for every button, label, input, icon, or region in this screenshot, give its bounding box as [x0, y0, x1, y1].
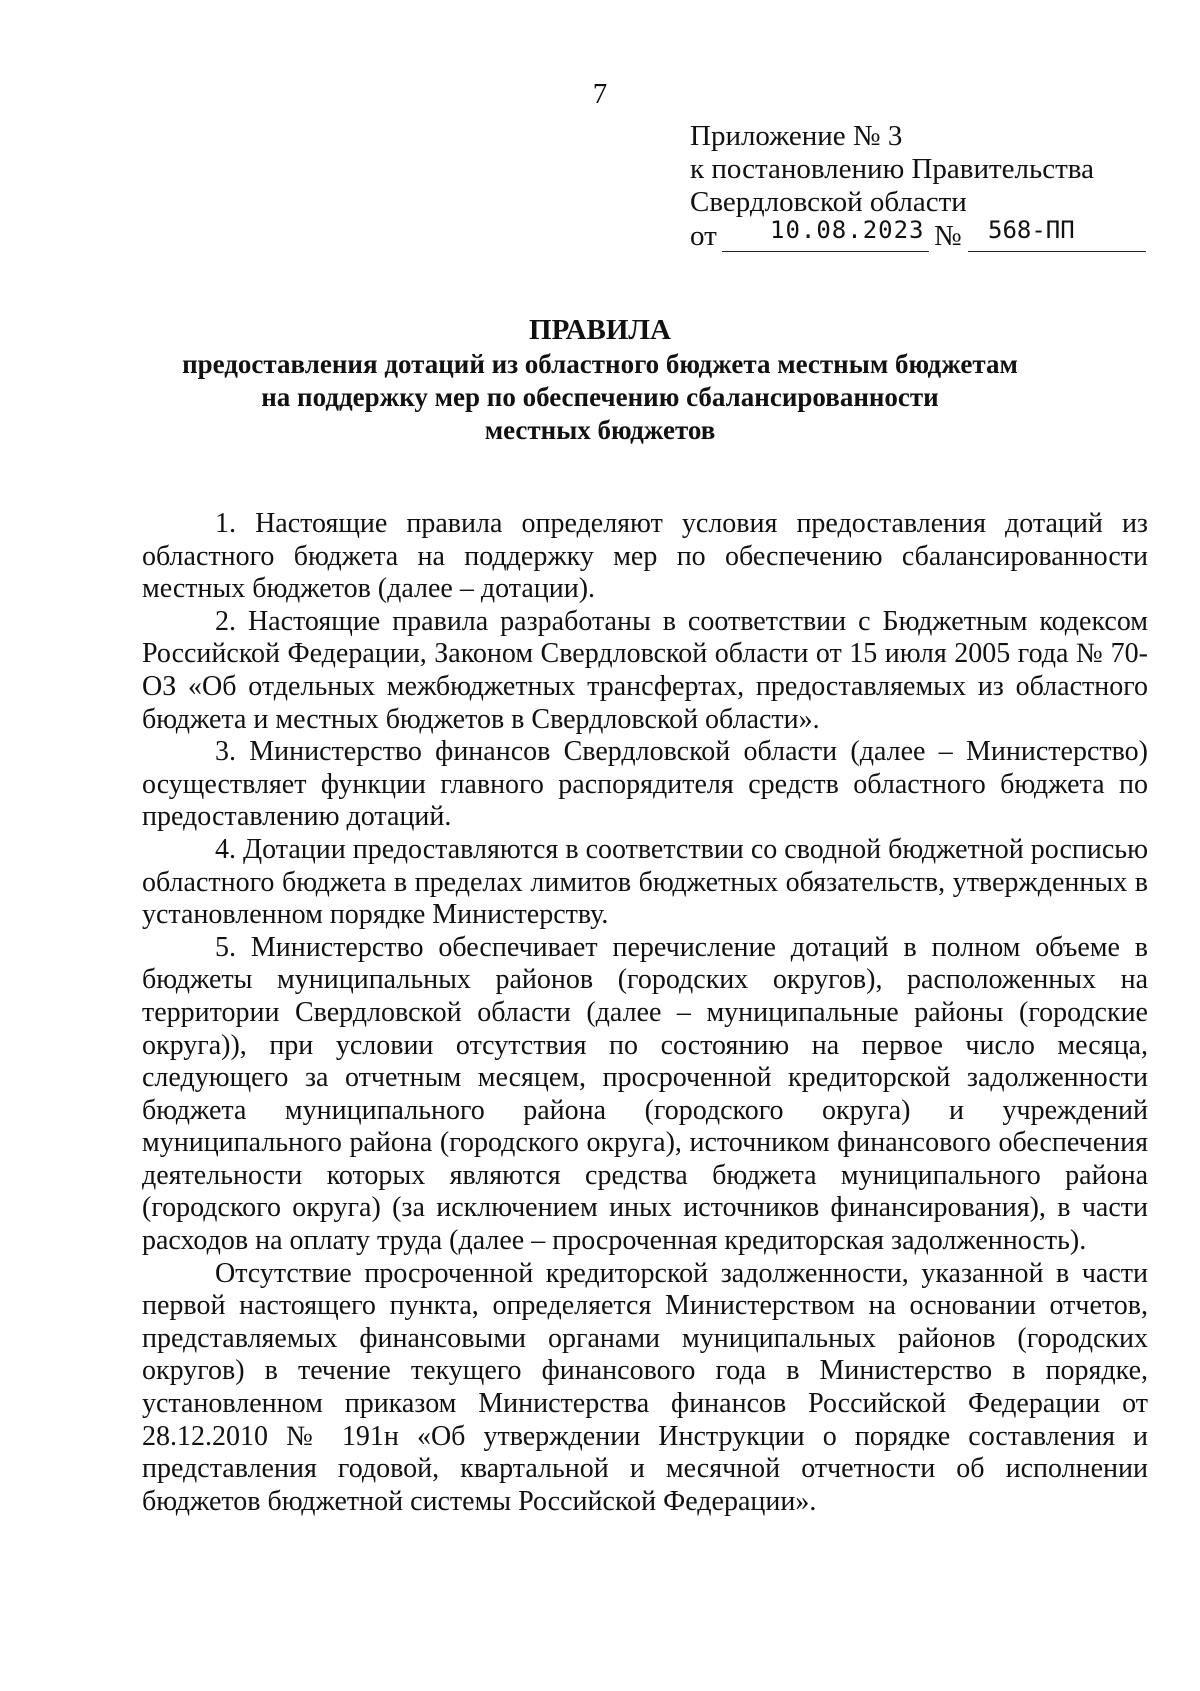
paragraph-3: 3. Министерство финансов Свердловской области (далее – Министерство) осуществляет функции главного распорядителя средств областного бюджета по предоставлению дотаций. — [142, 736, 1148, 833]
page-number: 7 — [592, 78, 608, 110]
document-title — [0, 312, 1200, 447]
title-line-3: местных бюджетов — [484, 415, 716, 445]
appendix-region: Свердловской области — [690, 186, 967, 218]
date-prefix: от — [690, 220, 717, 252]
number-label: № — [934, 220, 962, 252]
registration-line — [690, 216, 1094, 255]
paragraph-5: 5. Министерство обеспечивает перечисление дотаций в полном объеме в бюджеты муниципальных районов (городских округов), расположенных на территории Свердловской области (далее – муниципальные районы (городские округа)), при условии отсутствия по состоянию на первое число месяца, следующего за отчетным месяцем, просроченной кредиторской задолженности бюджета муниципального района (городского округа) и учреждений муниципального района (городского округа), источником финансового обеспечения деятельности которых являются средства бюджета муниципального района (городского округа) (за исключением иных источников финансирования), в части расходов на оплату труда (далее – просроченная кредиторская задолженность). — [142, 931, 1148, 1257]
paragraph-4: 4. Дотации предоставляются в соответствии со сводной бюджетной росписью областного бюджета в пределах лимитов бюджетных обязательств, утвержденных в установленном порядке Министерству. — [142, 833, 1148, 931]
paragraph-2: 2. Настоящие правила разработаны в соответствии с Бюджетным кодексом Российской Федерации, Законом Свердловской области от 15 июля 2005 года № 70-ОЗ «Об отдельных межбюджетных трансфертах, предоставляемых из областного бюджета и местных бюджетов в Свердловской области». — [142, 605, 1148, 735]
date-field — [722, 216, 929, 252]
document-number: 568-ПП — [988, 216, 1075, 244]
appendix-block — [690, 120, 1094, 255]
paragraph-5-part-2: Отсутствие просроченной кредиторской задолженности, указанной в части первой настоящего пункта, определяется Министерством на основании отчетов, представляемых финансовыми органами муниципальных районов (городских округов) в течение текущего финансового года в Министерство в порядке, установленном приказом Министерства финансов Российской Федерации от 28.12.2010 № 191н «Об утверждении Инструкции о порядке составления и представления годовой, квартальной и месячной отчетности об исполнении бюджетов бюджетной системы Российской Федерации». — [142, 1257, 1148, 1517]
document-body — [142, 508, 1148, 1518]
number-field — [968, 216, 1146, 252]
document-date: 10.08.2023 — [770, 216, 925, 244]
paragraph-1: 1. Настоящие правила определяют условия предоставления дотаций из областного бюджета на поддержку мер по обеспечению сбалансированности местных бюджетов (далее – дотации). — [142, 508, 1148, 605]
title-line-2: на поддержку мер по обеспечению сбалансированности — [261, 382, 939, 412]
appendix-reference: к постановлению Правительства — [690, 153, 1094, 185]
title-line-1: предоставления дотаций из областного бюджета местным бюджетам — [182, 349, 1018, 379]
title-main: ПРАВИЛА — [529, 314, 671, 346]
appendix-title: Приложение № 3 — [690, 120, 903, 152]
